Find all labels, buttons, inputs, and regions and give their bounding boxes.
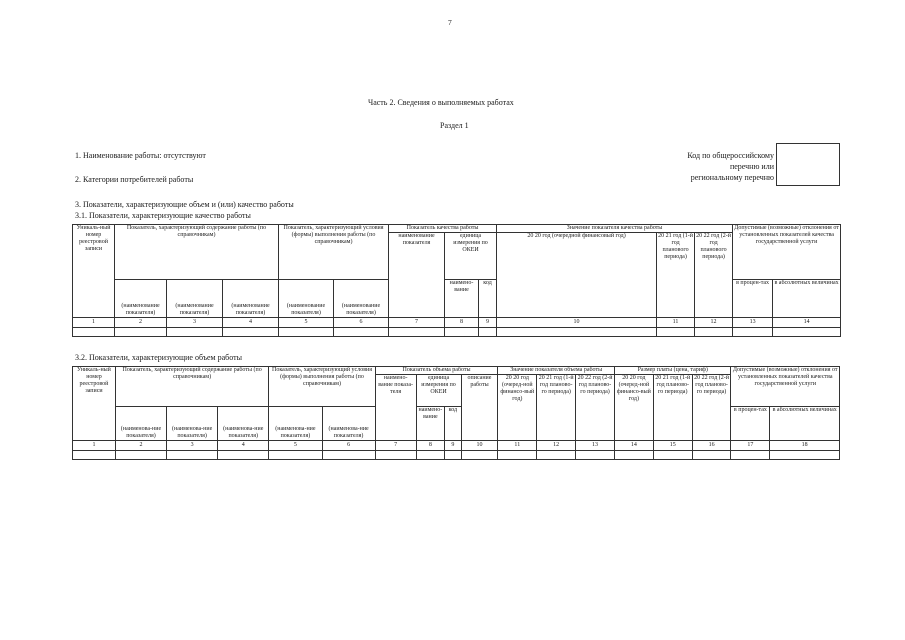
t1-year2-header: 20 22 год (2-й год планового периода) xyxy=(695,233,733,318)
t1-col-num: 3 xyxy=(167,318,223,328)
t1-year0-header: 20 20 год (очередной финансовый год) xyxy=(497,233,657,318)
t2-unique-number-header: Уникаль-ный номер реестровой записи xyxy=(73,367,116,441)
t1-col-num: 10 xyxy=(497,318,657,328)
t2-unit-name-header: наимено-вание xyxy=(416,407,445,441)
t1-empty-row[interactable] xyxy=(73,328,841,337)
t2-absolute-header: в абсолютных величинах xyxy=(770,407,840,441)
code-label xyxy=(640,150,774,183)
t1-col-num: 11 xyxy=(657,318,695,328)
t2-price-year2-header: 20 22 год (2-й год планово-го периода) xyxy=(692,375,731,441)
t1-col-num: 1 xyxy=(73,318,115,328)
t2-col-num: 12 xyxy=(537,441,576,451)
t1-col-num: 14 xyxy=(773,318,841,328)
t2-indicator-name-header: наимено-вание показа-теля xyxy=(375,375,416,441)
t2-col-num: 8 xyxy=(416,441,445,451)
t2-conditions-header: Показатель, характеризующий условия (формы) выполнения работы (по справочникам) xyxy=(269,367,375,407)
t1-col-num: 7 xyxy=(389,318,445,328)
t1-col-num: 5 xyxy=(279,318,334,328)
t1-year1-header: 20 21 год (1-й год планового периода) xyxy=(657,233,695,318)
t2-value-year2-header: 20 22 год (2-й год планово-го периода) xyxy=(576,375,615,441)
t1-col-num: 8 xyxy=(445,318,479,328)
t2-col-num: 9 xyxy=(445,441,461,451)
consumer-category-line: 2. Категории потребителей работы xyxy=(75,175,194,184)
t2-col-num: 15 xyxy=(653,441,692,451)
part-title: Часть 2. Сведения о выполняемых работах xyxy=(368,98,514,107)
t2-col-num: 16 xyxy=(692,441,731,451)
t2-col-num: 3 xyxy=(167,441,218,451)
t2-empty-row[interactable] xyxy=(73,451,840,460)
t2-unit-code-header: код xyxy=(445,407,461,441)
t2-col-num: 7 xyxy=(375,441,416,451)
t1-unit-header: единица измерения по ОКЕИ xyxy=(445,233,497,280)
t2-value-header: Значение показателя объема работы xyxy=(498,367,615,375)
t2-col-num: 6 xyxy=(322,441,375,451)
t1-deviation-header: Допустимые (возможные) отклонения от установленных показателей качества государственной услуги xyxy=(733,225,841,280)
t2-col-num: 17 xyxy=(731,441,770,451)
t2-volume-header: Показатель объема работы xyxy=(375,367,498,375)
t1-col-num: 13 xyxy=(733,318,773,328)
t1-absolute-header: в абсолютных величинах xyxy=(773,280,841,318)
code-label-line3: региональному перечню xyxy=(690,173,774,182)
t2-col-num: 5 xyxy=(269,441,322,451)
volume-table xyxy=(72,366,840,460)
t1-unit-code-header: код xyxy=(479,280,497,318)
code-label-line2: перечню или xyxy=(729,162,774,171)
t1-content-header: Показатель, характеризующий содержание работы (по справочникам) xyxy=(115,225,279,280)
t1-percent-header: в процен-тах xyxy=(733,280,773,318)
heading-volume: 3.2. Показатели, характеризующие объем работы xyxy=(75,353,242,362)
t1-sub-indicator-1: (наименование показателя) xyxy=(115,280,167,318)
t1-indicator-name-header: наименование показателя xyxy=(389,233,445,318)
t1-sub-indicator-2: (наименование показателя) xyxy=(167,280,223,318)
t1-col-num: 12 xyxy=(695,318,733,328)
t2-col-num: 18 xyxy=(770,441,840,451)
code-label-line1: Код по общероссийскому xyxy=(687,151,774,160)
t2-value-year0-header: 20 20 год (очеред-ной финансо-вый год) xyxy=(498,375,537,441)
t2-unit-header: единица измерения по ОКЕИ xyxy=(416,375,461,407)
code-box[interactable] xyxy=(776,143,840,186)
heading-quality: 3.1. Показатели, характеризующие качество работы xyxy=(75,211,251,220)
t1-unique-number-header: Уникаль-ный номер реестровой записи xyxy=(73,225,115,318)
t1-sub-indicator-4: (наименование показателя) xyxy=(279,280,334,318)
t2-col-num: 11 xyxy=(498,441,537,451)
t2-col-num: 4 xyxy=(218,441,269,451)
t2-sub-indicator-4: (наименова-ние показателя) xyxy=(269,407,322,441)
t2-price-header: Размер платы (цена, тариф) xyxy=(614,367,731,375)
t2-column-numbers-row xyxy=(73,441,840,451)
t1-quality-header: Показатель качества работы xyxy=(389,225,497,233)
t1-column-numbers-row xyxy=(73,318,841,328)
t1-col-num: 4 xyxy=(223,318,279,328)
work-name-line: 1. Наименование работы: отсутствуют xyxy=(75,151,206,160)
quality-table xyxy=(72,224,841,337)
t2-col-num: 10 xyxy=(461,441,498,451)
t2-sub-indicator-1: (наименова-ние показателя) xyxy=(115,407,166,441)
t1-sub-indicator-3: (наименование показателя) xyxy=(223,280,279,318)
t2-sub-indicator-5: (наименова-ние показателя) xyxy=(322,407,375,441)
t2-col-num: 1 xyxy=(73,441,116,451)
t2-percent-header: в процен-тах xyxy=(731,407,770,441)
t2-price-year0-header: 20 20 год (очеред-ной финансо-вый год) xyxy=(614,375,653,441)
heading-indicators: 3. Показатели, характеризующие объем и (или) качество работы xyxy=(75,200,294,209)
t2-col-num: 14 xyxy=(614,441,653,451)
t1-col-num: 9 xyxy=(479,318,497,328)
t2-deviation-header: Допустимые (возможные) отклонения от установленных показателей качества государственной услуги xyxy=(731,367,840,407)
page-number: 7 xyxy=(448,18,452,27)
t1-col-num: 2 xyxy=(115,318,167,328)
t2-col-num: 13 xyxy=(576,441,615,451)
t2-sub-indicator-3: (наименова-ние показателя) xyxy=(218,407,269,441)
t1-value-header: Значение показателя качества работы xyxy=(497,225,733,233)
t1-sub-indicator-5: (наименование показателя) xyxy=(334,280,389,318)
section-title: Раздел 1 xyxy=(440,121,469,130)
t1-col-num: 6 xyxy=(334,318,389,328)
t2-col-num: 2 xyxy=(115,441,166,451)
t2-description-header: описание работы xyxy=(461,375,498,441)
t2-value-year1-header: 20 21 год (1-й год планово-го периода) xyxy=(537,375,576,441)
t1-unit-name-header: наимено-вание xyxy=(445,280,479,318)
t2-sub-indicator-2: (наименова-ние показателя) xyxy=(167,407,218,441)
t1-conditions-header: Показатель, характеризующий условия (формы) выполнения работы (по справочникам) xyxy=(279,225,389,280)
t2-price-year1-header: 20 21 год (1-й год планово-го периода) xyxy=(653,375,692,441)
t2-content-header: Показатель, характеризующий содержание работы (по справочникам) xyxy=(115,367,268,407)
